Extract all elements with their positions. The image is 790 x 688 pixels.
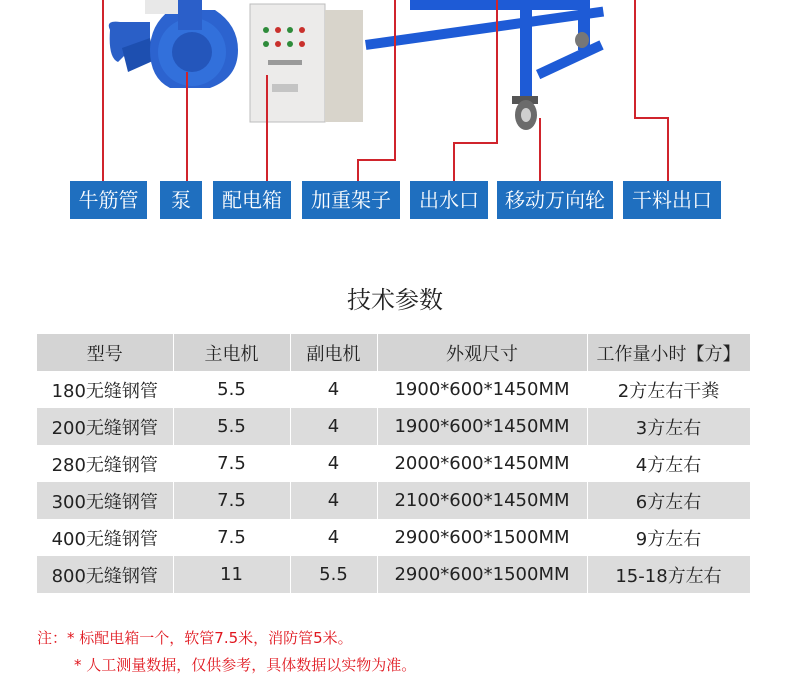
col-dimensions: 外观尺寸 [377,334,587,371]
cell-dimensions: 2900*600*1500MM [377,556,587,593]
label-beef-tendon-hose: 牛筋管 [70,181,147,219]
cell-model: 800无缝钢管 [37,556,173,593]
cell-dimensions: 2000*600*1450MM [377,445,587,482]
pump-image [109,0,238,88]
cell-dimensions: 2100*600*1450MM [377,482,587,519]
cell-hourly-output: 2方左右干粪 [587,371,750,408]
cell-sub-motor: 4 [290,519,377,556]
cell-hourly-output: 4方左右 [587,445,750,482]
cell-sub-motor: 4 [290,371,377,408]
table-row [37,371,750,408]
cell-model: 300无缝钢管 [37,482,173,519]
label-water-outlet: 出水口 [410,181,488,219]
cell-model: 400无缝钢管 [37,519,173,556]
cell-main-motor: 5.5 [173,408,290,445]
col-sub-motor: 副电机 [290,334,377,371]
cell-sub-motor: 5.5 [290,556,377,593]
cell-main-motor: 5.5 [173,371,290,408]
cell-main-motor: 7.5 [173,445,290,482]
note-standard-config: 注：* 标配电箱一个，软管7.5米，消防管5米。 [37,629,353,647]
table-row [37,519,750,556]
cell-main-motor: 11 [173,556,290,593]
label-weighted-frame: 加重架子 [302,181,400,219]
label-distribution-box: 配电箱 [213,181,291,219]
frame-image [365,0,604,100]
table-row [37,408,750,445]
cell-main-motor: 7.5 [173,519,290,556]
col-main-motor: 主电机 [173,334,290,371]
cell-hourly-output: 9方左右 [587,519,750,556]
table-row [37,556,750,593]
cell-model: 180无缝钢管 [37,371,173,408]
cell-dimensions: 1900*600*1450MM [377,371,587,408]
spec-section-title: 技术参数 [347,286,443,314]
label-dry-material-outlet: 干料出口 [623,181,721,219]
cell-hourly-output: 15-18方左右 [587,556,750,593]
table-row [37,445,750,482]
cell-model: 200无缝钢管 [37,408,173,445]
cell-dimensions: 1900*600*1450MM [377,408,587,445]
col-model: 型号 [37,334,173,371]
spec-table [37,334,751,593]
table-row [37,482,750,519]
label-universal-wheel: 移动万向轮 [497,181,613,219]
col-hourly-output: 工作量小时【方】 [587,334,750,371]
spec-table-header [37,334,750,371]
cell-dimensions: 2900*600*1500MM [377,519,587,556]
label-pump: 泵 [160,181,202,219]
note-measurement-disclaimer: * 人工测量数据，仅供参考，具体数据以实物为准。 [74,656,417,674]
cell-sub-motor: 4 [290,408,377,445]
cell-sub-motor: 4 [290,482,377,519]
cell-main-motor: 7.5 [173,482,290,519]
cell-sub-motor: 4 [290,445,377,482]
cell-model: 280无缝钢管 [37,445,173,482]
cell-hourly-output: 3方左右 [587,408,750,445]
cell-hourly-output: 6方左右 [587,482,750,519]
